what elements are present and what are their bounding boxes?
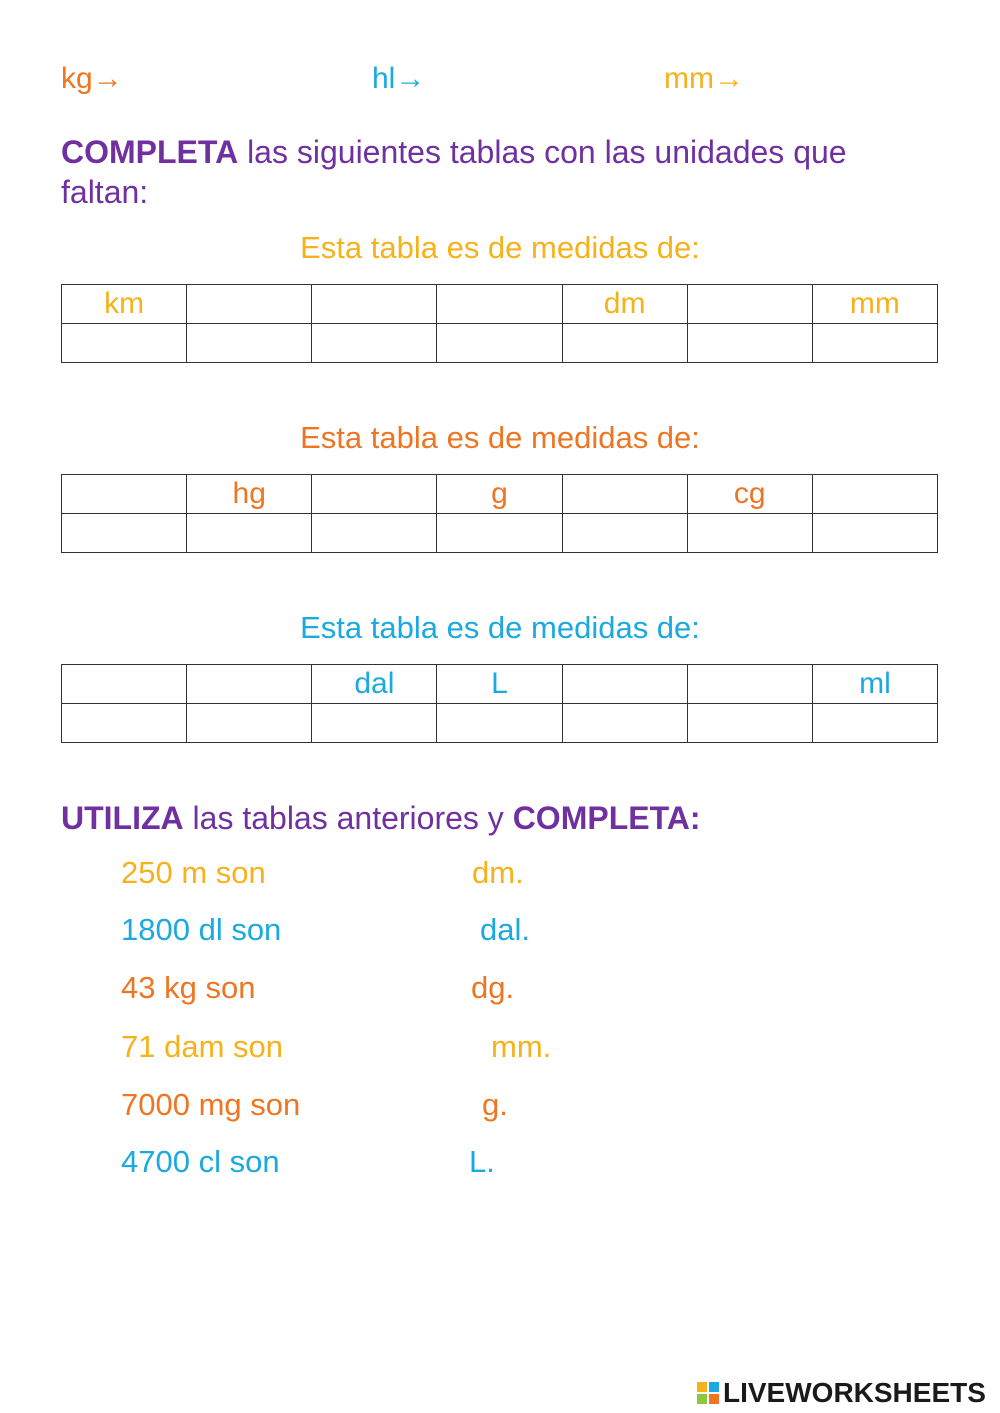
unit-input-cell[interactable] [312, 475, 437, 514]
empty-cell [687, 514, 812, 553]
empty-cell [62, 324, 187, 363]
top-unit-mm: mm→ [664, 62, 744, 95]
unit-input-cell[interactable] [562, 475, 687, 514]
exercise-prompt: 43 kg son [121, 970, 256, 1005]
liveworksheets-logo [697, 1378, 986, 1408]
table-header-row [62, 475, 938, 514]
empty-cell [812, 324, 937, 363]
empty-cell [687, 324, 812, 363]
empty-cell [437, 514, 562, 553]
empty-cell [562, 704, 687, 743]
exercise-unit: dm. [472, 855, 524, 890]
empty-cell [312, 514, 437, 553]
unit-cell: cg [687, 475, 812, 514]
empty-cell [62, 514, 187, 553]
unit-input-cell[interactable] [312, 285, 437, 324]
unit-input-cell[interactable] [62, 665, 187, 704]
table-header-row [62, 285, 938, 324]
unit-cell: mm [812, 285, 937, 324]
exercise-unit: g. [482, 1087, 508, 1122]
empty-cell [437, 324, 562, 363]
unit-input-cell[interactable] [562, 665, 687, 704]
arrow-right-icon: → [713, 62, 744, 95]
unit-input-cell[interactable] [687, 665, 812, 704]
table-header-row [62, 665, 938, 704]
unit-cell: hg [187, 475, 312, 514]
empty-cell [62, 704, 187, 743]
unit-input-cell[interactable] [187, 665, 312, 704]
unit-cell: dal [312, 665, 437, 704]
empty-cell [437, 704, 562, 743]
unit-input-cell[interactable] [62, 475, 187, 514]
exercise-prompt: 250 m son [121, 855, 266, 890]
empty-cell [312, 324, 437, 363]
exercise-unit: L. [469, 1144, 495, 1179]
exercise-unit: mm. [491, 1029, 552, 1064]
table-title-mass: Esta tabla es de medidas de: [300, 420, 700, 455]
unit-input-cell[interactable] [437, 285, 562, 324]
exercise-prompt: 4700 cl son [121, 1144, 280, 1179]
arrow-right-icon: → [92, 62, 123, 95]
arrow-right-icon: → [395, 62, 426, 95]
unit-input-cell[interactable] [187, 285, 312, 324]
table-title-capacity: Esta tabla es de medidas de: [300, 610, 700, 645]
instruction-complete-tables: COMPLETA las siguientes tablas con las unidades que faltan: [61, 134, 847, 210]
empty-cell [812, 704, 937, 743]
exercise-prompt: 71 dam son [121, 1029, 283, 1064]
mass-units-table [61, 474, 938, 553]
unit-cell: g [437, 475, 562, 514]
empty-cell [812, 514, 937, 553]
logo-grid-icon [697, 1382, 719, 1404]
exercise-prompt: 7000 mg son [121, 1087, 301, 1122]
top-unit-kg: kg→ [61, 62, 123, 95]
unit-cell: dm [562, 285, 687, 324]
unit-cell: L [437, 665, 562, 704]
unit-input-cell[interactable] [687, 285, 812, 324]
length-units-table [61, 284, 938, 363]
unit-cell: ml [812, 665, 937, 704]
empty-cell [187, 704, 312, 743]
table-empty-row [62, 324, 938, 363]
exercise-prompt: 1800 dl son [121, 912, 282, 947]
instruction-use-tables: UTILIZA las tablas anteriores y COMPLETA: [61, 800, 701, 836]
capacity-units-table [61, 664, 938, 743]
empty-cell [687, 704, 812, 743]
top-unit-hl: hl→ [372, 62, 426, 95]
empty-cell [562, 324, 687, 363]
table-empty-row [62, 514, 938, 553]
table-title-length: Esta tabla es de medidas de: [300, 230, 700, 265]
exercise-unit: dal. [480, 912, 530, 947]
unit-cell: km [62, 285, 187, 324]
empty-cell [187, 324, 312, 363]
empty-cell [312, 704, 437, 743]
logo-text: LIVEWORKSHEETS [723, 1377, 986, 1408]
unit-input-cell[interactable] [812, 475, 937, 514]
table-empty-row [62, 704, 938, 743]
empty-cell [562, 514, 687, 553]
exercise-unit: dg. [471, 970, 515, 1005]
empty-cell [187, 514, 312, 553]
